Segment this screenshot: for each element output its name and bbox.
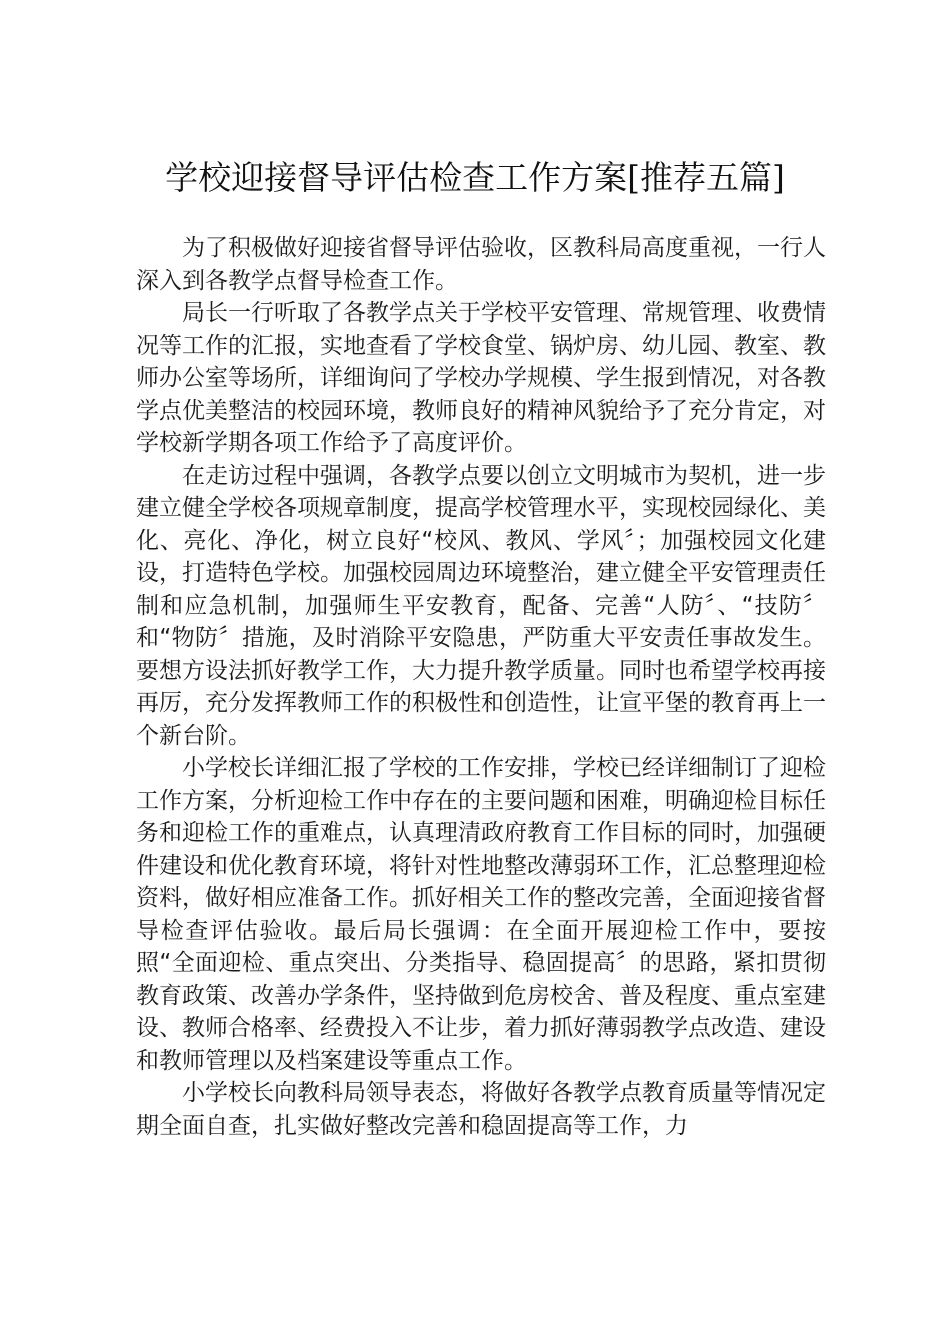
paragraph-4: 小学校长详细汇报了学校的工作安排，学校已经详细制订了迎检工作方案，分析迎检工作中存在的主要问题和困难，明确迎检目标任务和迎检工作的重难点，认真理清政府教育工作目标的同时，加强硬件建设和优化教育环境，将针对性地整改薄弱环工作，汇总整理迎检资料，做好相应准备工作。抓好相关工作的整改完善，全面迎接省督导检查评估验收。最后局长强调：在全面开展迎检工作中，要按照“全面迎检、重点突出、分类指导、稳固提高〞的思路，紧扣贯彻教育政策、改善办学条件，坚持做到危房校舍、普及程度、重点室建设、教师合格率、经费投入不让步，着力抓好薄弱教学点改造、建设和教师管理以及档案建设等重点工作。 bbox=[136, 755, 826, 1074]
paragraph-3: 在走访过程中强调，各教学点要以创立文明城市为契机，进一步建立健全学校各项规章制度，提高学校管理水平，实现校园绿化、美化、亮化、净化，树立良好“校风、教风、学风〞；加强校园文化建设，打造特色学校。加强校园周边环境整治，建立健全平安管理责任制和应急机制，加强师生平安教育，配备、完善“人防〞、“技防〞和“物防〞措施，及时消除平安隐患，严防重大平安责任事故发生。要想方设法抓好教学工作，大力提升教学质量。同时也希望学校再接再厉，充分发挥教师工作的积极性和创造性，让宣平堡的教育再上一个新台阶。 bbox=[136, 462, 826, 749]
paragraph-2: 局长一行听取了各教学点关于学校平安管理、常规管理、收费情况等工作的汇报，实地查看了学校食堂、锅炉房、幼儿园、教室、教师办公室等场所，详细询问了学校办学规模、学生报到情况，对各教学点优美整洁的校园环境，教师良好的精神风貌给予了充分肯定，对学校新学期各项工作给予了高度评价。 bbox=[136, 300, 826, 456]
document-body bbox=[136, 232, 826, 1142]
paragraph-1: 为了积极做好迎接省督导评估验收，区教科局高度重视，一行人深入到各教学点督导检查工作。 bbox=[136, 235, 826, 294]
document-title: 学校迎接督导评估检查工作方案[推荐五篇] bbox=[165, 158, 785, 197]
paragraph-5: 小学校长向教科局领导表态，将做好各教学点教育质量等情况定期全面自查，扎实做好整改完善和稳固提高等工作，力 bbox=[136, 1080, 826, 1139]
